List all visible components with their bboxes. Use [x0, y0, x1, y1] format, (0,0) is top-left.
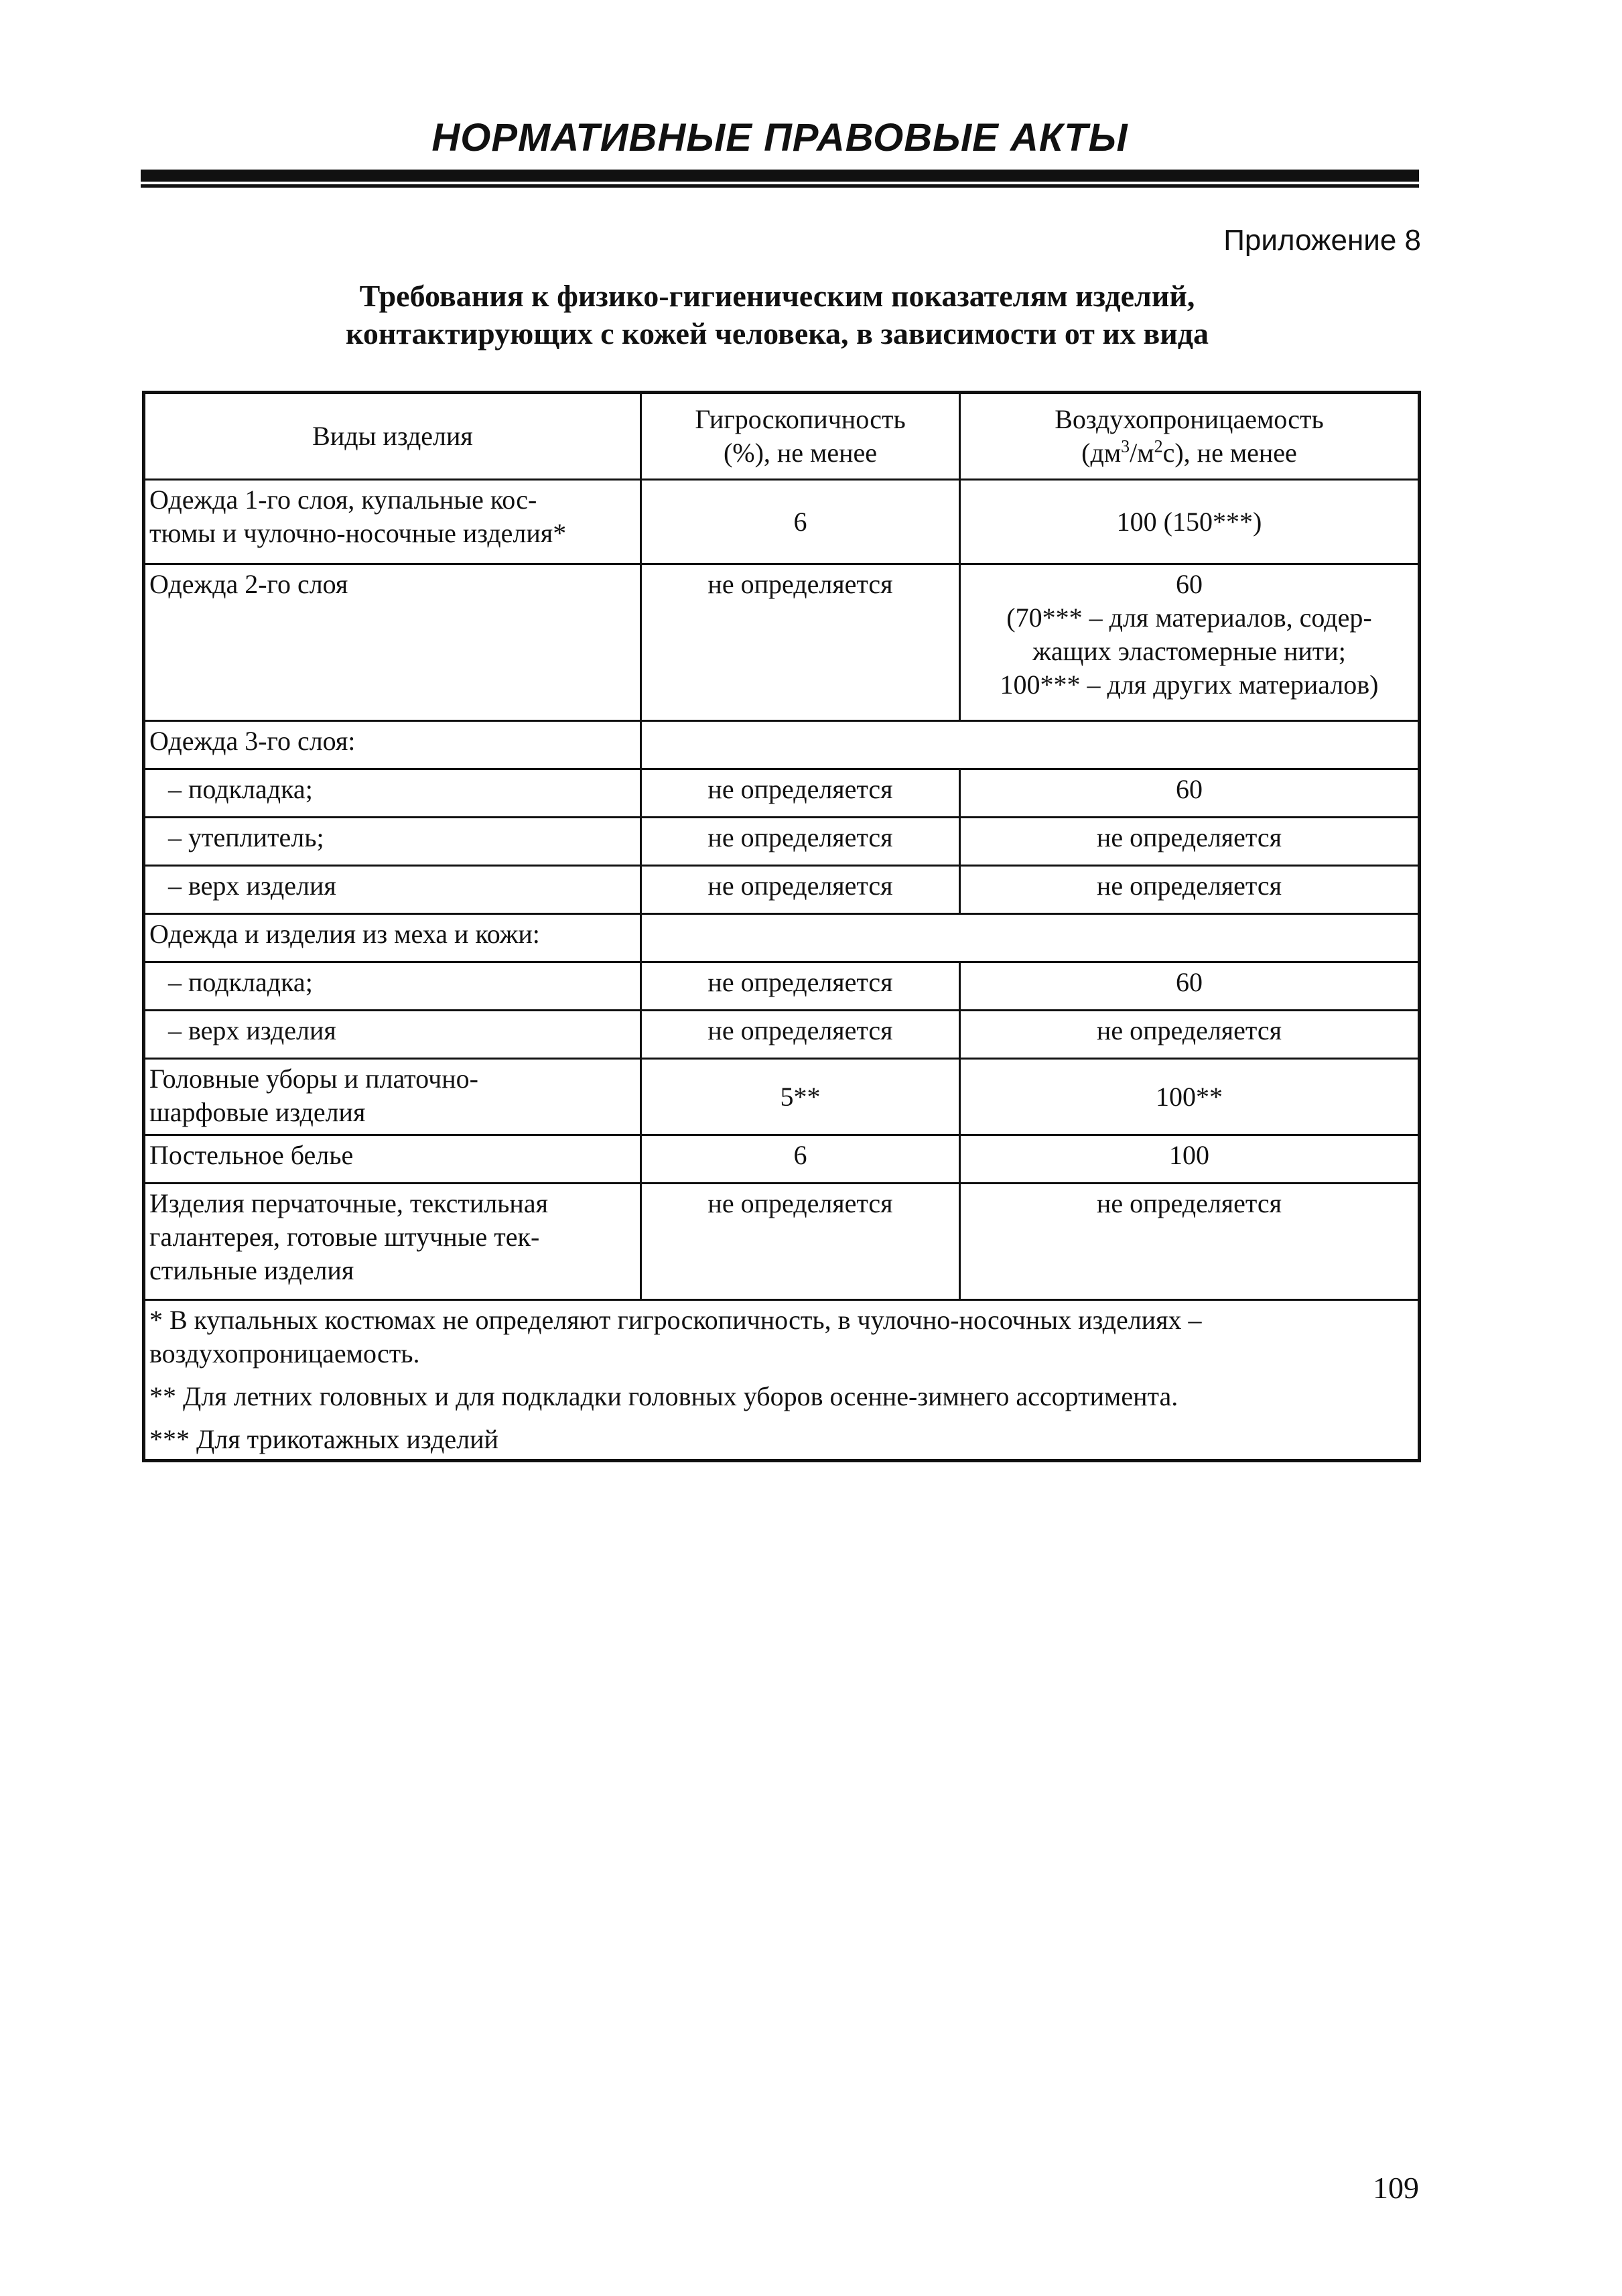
footnote-3: *** Для трикотажных изделий	[149, 1424, 498, 1454]
row-6-air-permeability: не определяется	[960, 866, 1420, 914]
row-2-hygroscopicity: не определяется	[641, 564, 960, 721]
row-11-air-permeability: 100	[960, 1135, 1420, 1184]
table-row	[144, 914, 1420, 962]
row-8-hygroscopicity: не определяется	[641, 962, 960, 1011]
header-rule-thick	[141, 170, 1419, 182]
table-row	[144, 1059, 1420, 1135]
row-1-hygroscopicity: 6	[641, 480, 960, 564]
header-rule-thin	[141, 184, 1419, 188]
row-12-hygroscopicity: не определяется	[641, 1184, 960, 1300]
header-air-permeability-line-1: Воздухопроницаемость	[1055, 404, 1324, 434]
footnote-2: ** Для летних головных и для подкладки головных уборов осенне-зимнего ассортимента.	[149, 1381, 1178, 1411]
table-row	[144, 818, 1420, 866]
row-6-hygroscopicity: не определяется	[641, 866, 960, 914]
row-7-type: Одежда и изделия из меха и кожи:	[144, 914, 641, 962]
header-air-permeability	[960, 393, 1420, 480]
row-4-hygroscopicity: не определяется	[641, 769, 960, 818]
row-10-hygroscopicity: 5**	[641, 1059, 960, 1135]
row-6-type: – верх изделия	[144, 866, 641, 914]
row-9-air-permeability: не определяется	[960, 1011, 1420, 1059]
header-hygroscopicity-line-2: (%), не менее	[723, 438, 878, 468]
row-4-type: – подкладка;	[144, 769, 641, 818]
document-title-line-1: Требования к физико-гигиеническим показателям изделий,	[359, 279, 1195, 313]
row-7-empty-cell	[641, 914, 1420, 962]
unit-part-a: (дм	[1081, 438, 1122, 468]
row-1-air-permeability: 100 (150***)	[960, 480, 1420, 564]
row-12-type: Изделия перчаточные, текстильная галантерея, готовые штучные тек- стильные изделия	[144, 1184, 641, 1300]
row-2-type: Одежда 2-го слоя	[144, 564, 641, 721]
table-row	[144, 866, 1420, 914]
row-1-type: Одежда 1-го слоя, купальные кос- тюмы и чулочно-носочные изделия*	[144, 480, 641, 564]
row-4-air-permeability: 60	[960, 769, 1420, 818]
table-row	[144, 1184, 1420, 1300]
row-5-type: – утеплитель;	[144, 818, 641, 866]
table-row	[144, 480, 1420, 564]
unit-sup-1: 3	[1121, 436, 1130, 456]
document-title-line-2: контактирующих с кожей человека, в зависимости от их вида	[346, 316, 1209, 350]
unit-part-b: /м	[1130, 438, 1154, 468]
row-8-type: – подкладка;	[144, 962, 641, 1011]
row-5-air-permeability: не определяется	[960, 818, 1420, 866]
running-header-title: НОРМАТИВНЫЕ ПРАВОВЫЕ АКТЫ	[431, 116, 1128, 160]
unit-sup-2: 2	[1154, 436, 1163, 456]
row-10-air-permeability: 100**	[960, 1059, 1420, 1135]
table-row	[144, 769, 1420, 818]
row-9-hygroscopicity: не определяется	[641, 1011, 960, 1059]
table-row	[144, 1135, 1420, 1184]
table-header-row	[144, 393, 1420, 480]
row-3-empty-cell	[641, 721, 1420, 769]
table-notes	[144, 1300, 1420, 1461]
row-3-type: Одежда 3-го слоя:	[144, 721, 641, 769]
row-11-type: Постельное белье	[144, 1135, 641, 1184]
row-5-hygroscopicity: не определяется	[641, 818, 960, 866]
row-11-hygroscopicity: 6	[641, 1135, 960, 1184]
table-row	[144, 564, 1420, 721]
header-hygroscopicity-line-1: Гигроскопичность	[695, 404, 906, 434]
requirements-table	[142, 391, 1421, 1462]
row-8-air-permeability: 60	[960, 962, 1420, 1011]
header-product-type: Виды изделия	[144, 393, 641, 480]
row-2-air-permeability: 60 (70*** – для материалов, содер- жащих эластомерные нити; 100*** – для других материалов)	[960, 564, 1420, 721]
unit-part-c: с), не менее	[1162, 438, 1297, 468]
row-10-type: Головные уборы и платочно- шарфовые изделия	[144, 1059, 641, 1135]
row-12-air-permeability: не определяется	[960, 1184, 1420, 1300]
header-hygroscopicity	[641, 393, 960, 480]
row-9-type: – верх изделия	[144, 1011, 641, 1059]
appendix-label: Приложение 8	[1223, 224, 1421, 257]
page-number: 109	[1373, 2171, 1419, 2205]
document-title	[201, 277, 1353, 353]
header-air-permeability-unit	[965, 436, 1414, 470]
table-notes-row	[144, 1300, 1420, 1461]
table-row	[144, 721, 1420, 769]
footnote-1: * В купальных костюмах не определяют гигроскопичность, в чулочно-носочных изделиях – воздухопроницаемость.	[149, 1305, 1202, 1368]
table-row	[144, 1011, 1420, 1059]
table-row	[144, 962, 1420, 1011]
